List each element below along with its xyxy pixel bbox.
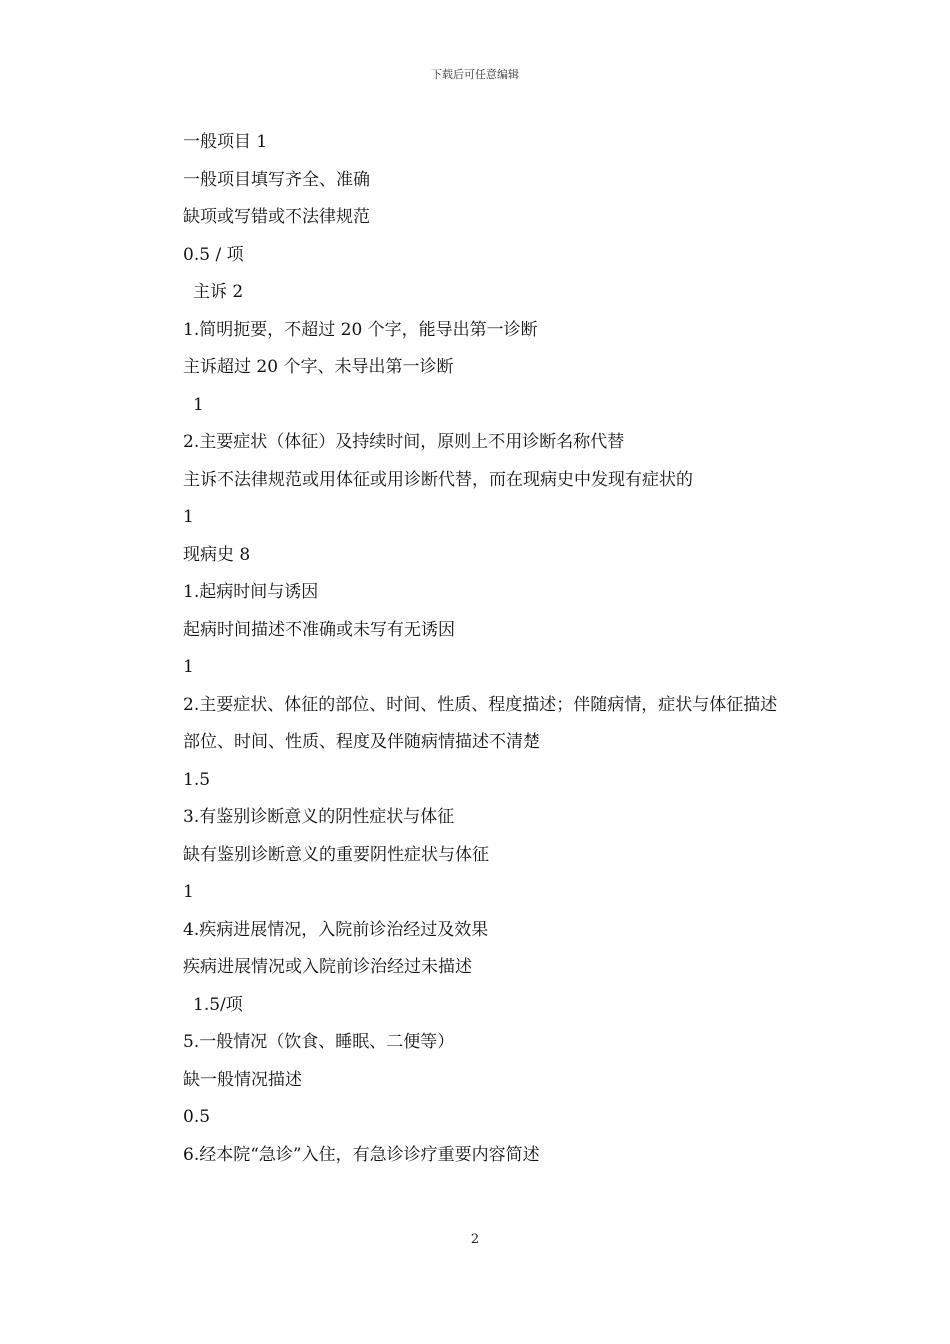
text-line: 1.简明扼要，不超过 20 个字，能导出第一诊断 bbox=[183, 319, 538, 340]
text-line: 缺一般情况描述 bbox=[183, 1069, 302, 1090]
text-line: 2.主要症状（体征）及持续时间，原则上不用诊断名称代替 bbox=[183, 432, 625, 452]
text-line: 1.5 bbox=[183, 769, 211, 790]
text-line: 5.一般情况（饮食、睡眠、二便等） bbox=[183, 1032, 455, 1052]
text-line: 主诉超过 20 个字、未导出第一诊断 bbox=[183, 357, 454, 377]
text-line: 1 bbox=[183, 507, 194, 527]
text-line: 现病史 8 bbox=[183, 544, 251, 565]
text-line: 缺项或写错或不法律规范 bbox=[183, 207, 370, 227]
text-line: 3.有鉴别诊断意义的阴性症状与体征 bbox=[183, 807, 455, 827]
text-line: 0.5 bbox=[183, 1107, 211, 1127]
text-line: 1.5/项 bbox=[193, 994, 243, 1015]
text-line: 一般项目填写齐全、准确 bbox=[183, 169, 370, 190]
text-line: 1 bbox=[193, 394, 204, 415]
text-line: 起病时间描述不准确或未写有无诱因 bbox=[183, 619, 455, 640]
page-number: 2 bbox=[470, 1232, 480, 1247]
document-body bbox=[145, 124, 815, 1174]
text-line: 主诉 2 bbox=[193, 282, 244, 302]
text-line: 主诉不法律规范或用体征或用诊断代替，而在现病史中发现有症状的 bbox=[183, 469, 693, 490]
page-header: 下载后可任意编辑 bbox=[431, 68, 519, 81]
text-line: 缺有鉴别诊断意义的重要阴性症状与体征 bbox=[183, 844, 489, 865]
text-line: 4.疾病进展情况，入院前诊治经过及效果 bbox=[183, 919, 489, 940]
text-line: 1.起病时间与诱因 bbox=[183, 582, 319, 602]
text-line: 1 bbox=[183, 882, 194, 902]
text-line: 1 bbox=[183, 657, 194, 677]
text-line: 一般项目 1 bbox=[183, 132, 268, 152]
text-line: 部位、时间、性质、程度及伴随病情描述不清楚 bbox=[183, 732, 540, 752]
text-line: 0.5 / 项 bbox=[183, 244, 244, 265]
text-line: 6.经本院“急诊”入住，有急诊诊疗重要内容简述 bbox=[183, 1144, 540, 1165]
text-line: 2.主要症状、体征的部位、时间、性质、程度描述；伴随病情，症状与体征描述 bbox=[183, 694, 778, 715]
text-line: 疾病进展情况或入院前诊治经过未描述 bbox=[183, 957, 472, 977]
